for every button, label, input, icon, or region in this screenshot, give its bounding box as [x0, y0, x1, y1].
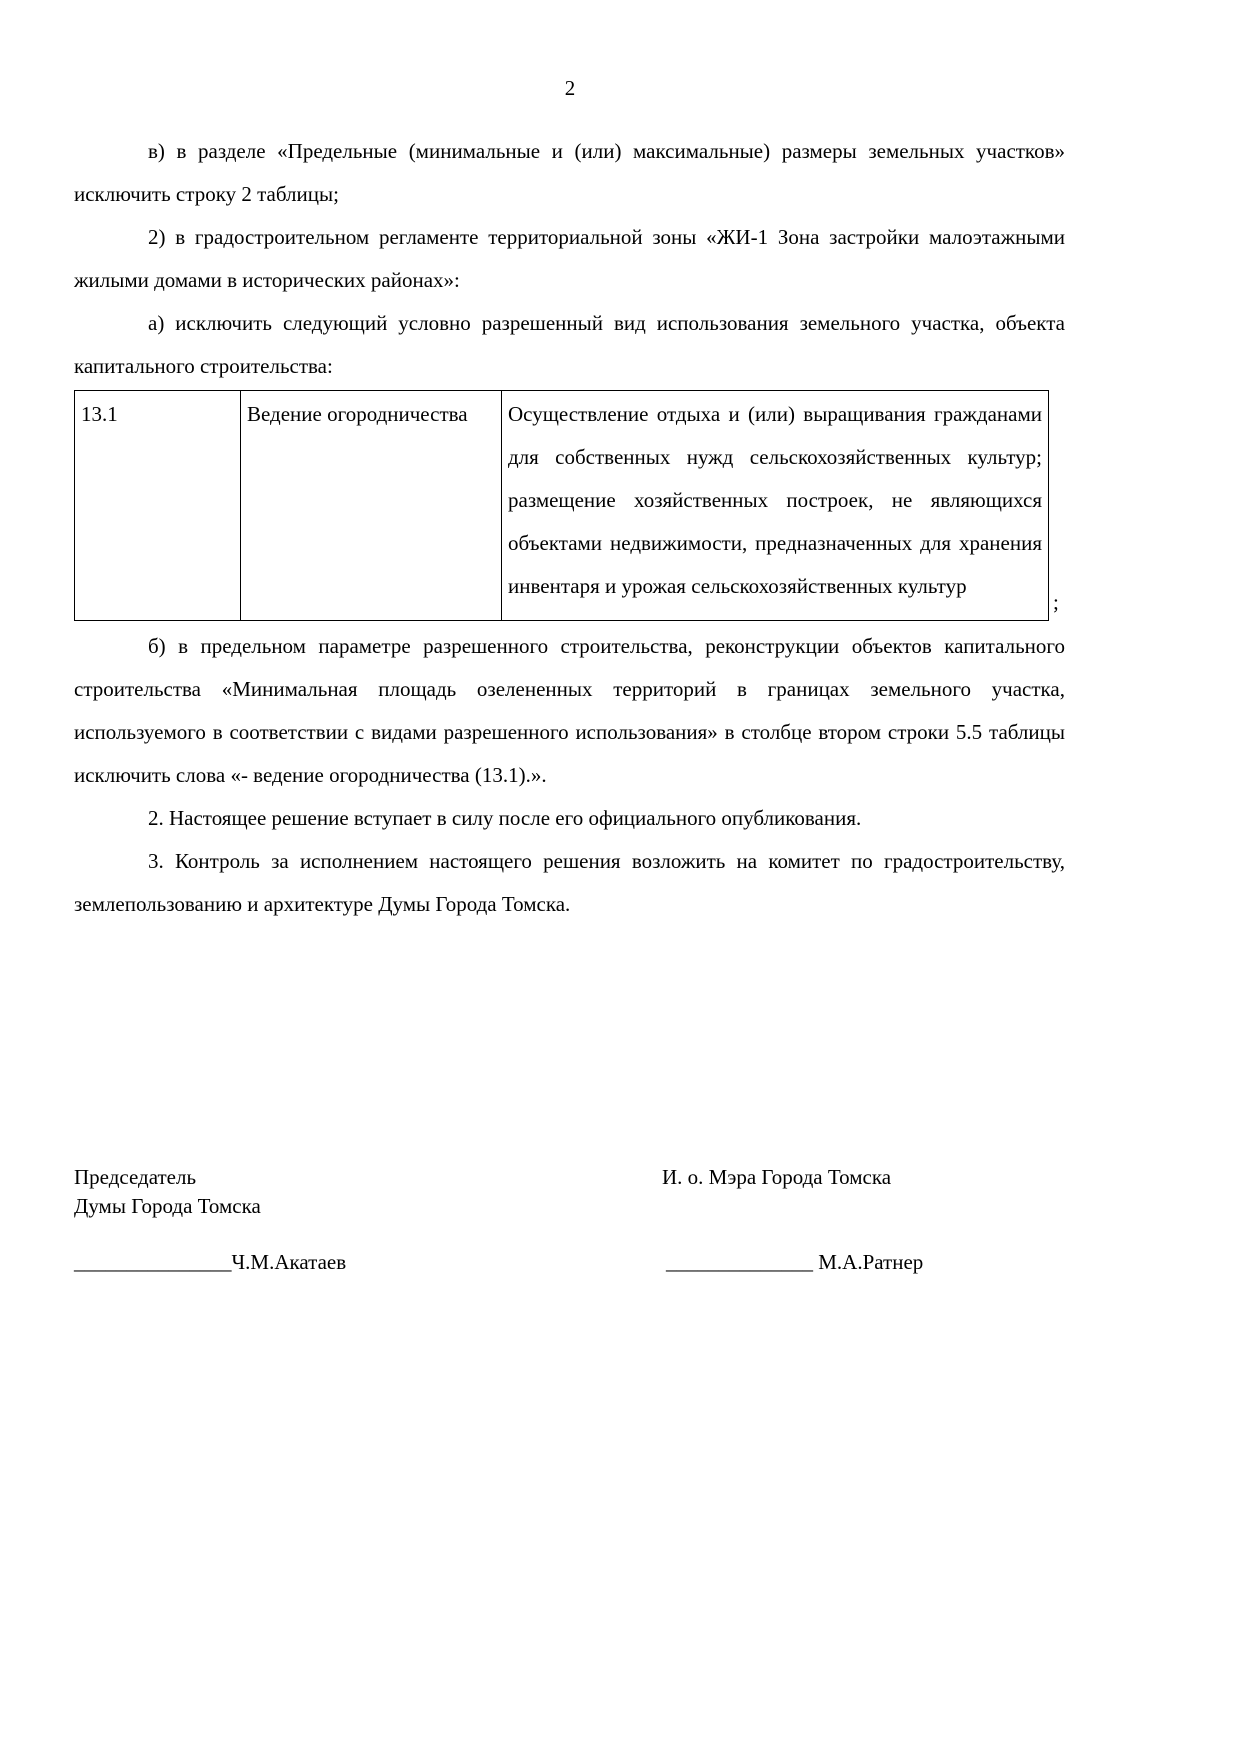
- paragraph-b: б) в предельном параметре разрешенного строительства, реконструкции объектов капитального строительства «Минимальная площадь озелененных территорий в границах земельного участка, используемого в соответствии с видами разрешенного использования» в столбце втором строки 5.5 таблицы исключить слова «- ведение огородничества (13.1).».: [74, 634, 1065, 787]
- mayor-signature-line: ______________ М.А.Ратнер: [666, 1250, 924, 1274]
- document-body: [74, 130, 1065, 926]
- table-cell-description: Осуществление отдыха и (или) выращивания гражданами для собственных нужд сельскохозяйственных культур; размещение хозяйственных построек, не являющихся объектами недвижимости, предназначенных для хранения инвентаря и урожая сельскохозяйственных культур: [502, 391, 1049, 621]
- chairman-body: Думы Города Томска: [74, 1194, 261, 1218]
- paragraph-a: а) исключить следующий условно разрешенный вид использования земельного участка, объекта капитального строительства:: [74, 311, 1065, 378]
- signatory-left-title: [74, 1163, 261, 1221]
- paragraph-v: в) в разделе «Предельные (минимальные и (или) максимальные) размеры земельных участков» исключить строку 2 таблицы;: [74, 139, 1065, 206]
- signatory-right-title: И. о. Мэра Города Томска: [662, 1165, 892, 1189]
- table-cell-code: 13.1: [75, 391, 241, 621]
- land-use-table: [74, 390, 1049, 621]
- paragraph-item-2: 2. Настоящее решение вступает в силу после его официального опубликования.: [148, 806, 862, 830]
- page-number: 2: [564, 76, 576, 100]
- chairman-signature-line: _______________Ч.М.Акатаев: [74, 1250, 347, 1274]
- paragraph-item-3: 3. Контроль за исполнением настоящего решения возложить на комитет по градостроительству, землепользованию и архитектуре Думы Города Томска.: [74, 849, 1065, 916]
- table-trailing-semicolon: ;: [1053, 590, 1059, 614]
- paragraph-2: 2) в градостроительном регламенте территориальной зоны «ЖИ-1 Зона застройки малоэтажными жилыми домами в исторических районах»:: [74, 225, 1065, 292]
- table-container: [74, 390, 1065, 621]
- table-cell-name: Ведение огородничества: [241, 391, 502, 621]
- table-row: [75, 391, 1049, 621]
- chairman-title: Председатель: [74, 1165, 197, 1189]
